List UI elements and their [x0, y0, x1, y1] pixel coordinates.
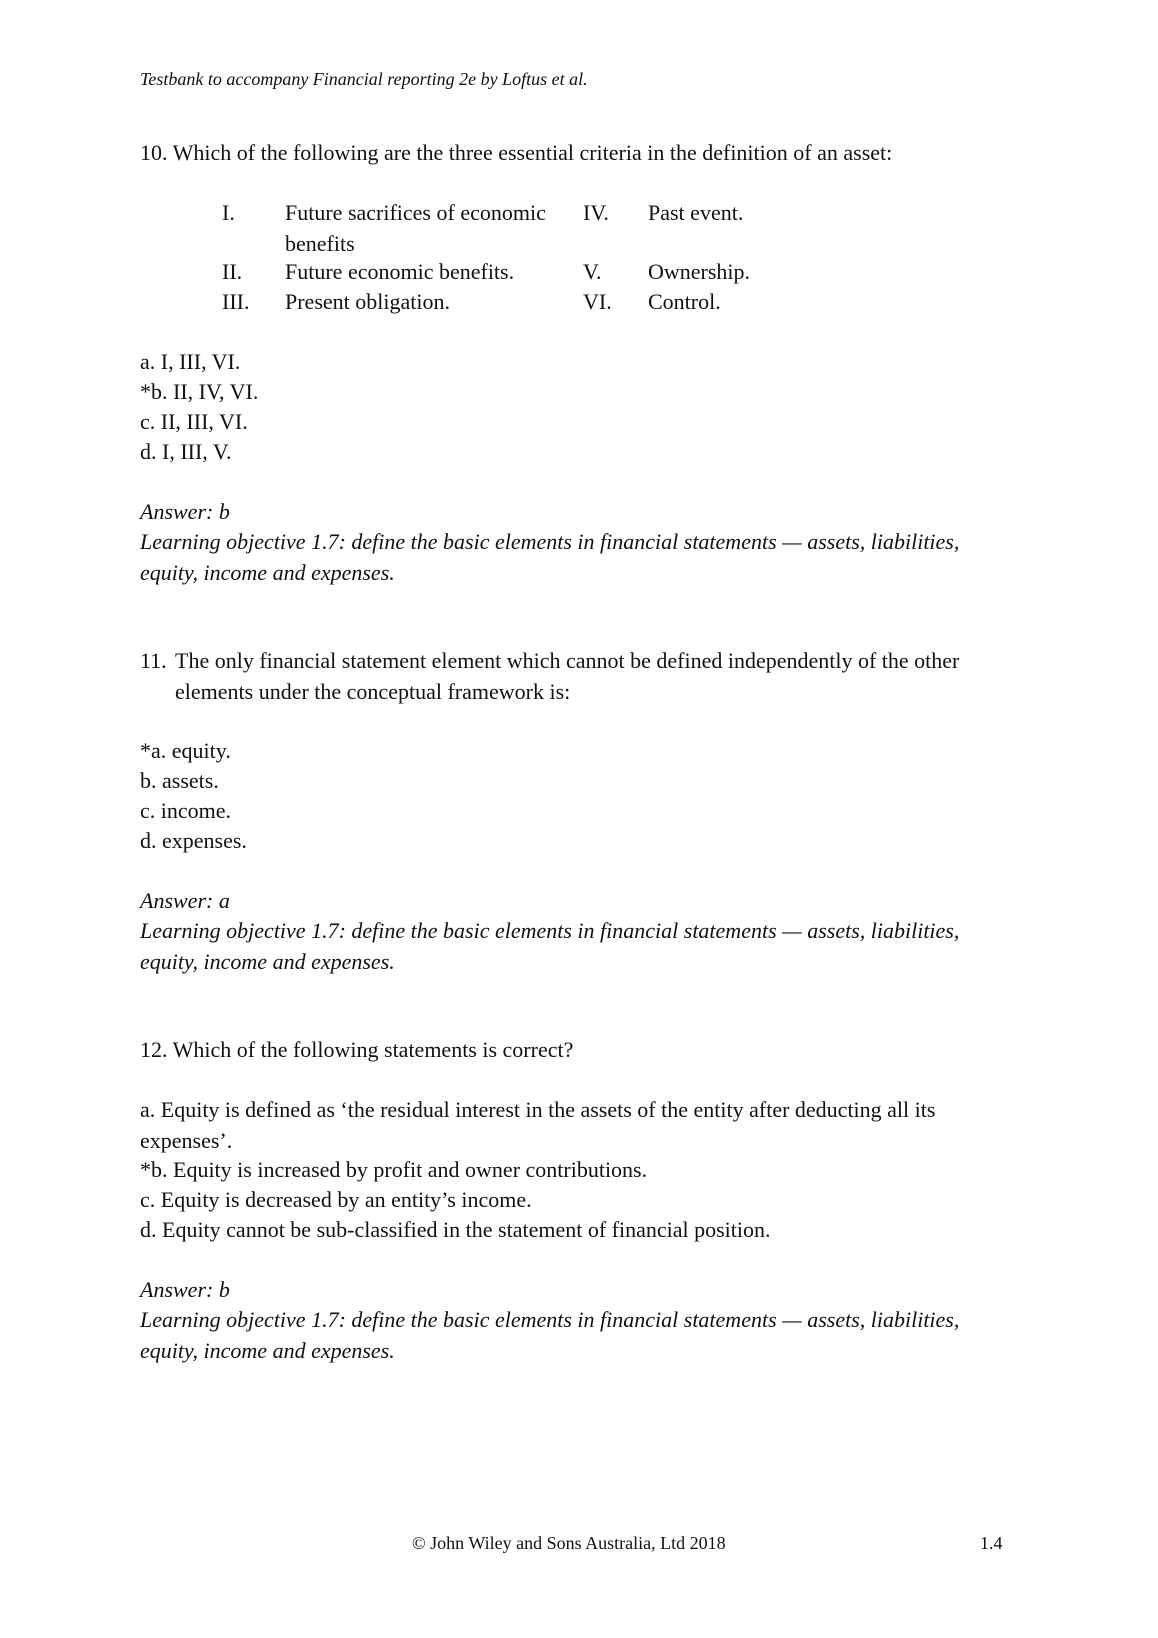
running-header: Testbank to accompany Financial reporting 2e by Loftus et al.: [140, 69, 588, 89]
answer-option: *b. Equity is increased by profit and owner contributions.: [140, 1157, 648, 1182]
criterion-text: Control.: [648, 289, 721, 314]
answer-option: *b. II, IV, VI.: [140, 379, 259, 404]
footer-copyright: © John Wiley and Sons Australia, Ltd 2018: [412, 1533, 726, 1553]
answer-key: Answer: b: [140, 1277, 230, 1302]
answer-option: c. income.: [140, 798, 232, 823]
question-text: The only financial statement element which cannot be defined independently of the other elements under the conceptual framework is:: [175, 648, 960, 704]
criterion-text: Ownership.: [648, 259, 751, 284]
learning-objective: Learning objective 1.7: define the basic elements in financial statements — assets, liabilities, equity, income and expenses.: [140, 529, 960, 585]
question-text: Which of the following statements is correct?: [172, 1037, 574, 1062]
criterion-text: Future economic benefits.: [285, 259, 515, 284]
criterion-text: Present obligation.: [285, 289, 450, 314]
criterion-number: III.: [222, 289, 250, 314]
answer-key: Answer: b: [140, 499, 230, 524]
answer-option: d. expenses.: [140, 828, 247, 853]
answer-option: *a. equity.: [140, 738, 231, 763]
question-12: [140, 1034, 573, 1065]
question-number: 11.: [140, 648, 167, 673]
criterion-text: Future sacrifices of economic benefits: [285, 200, 546, 256]
learning-objective: Learning objective 1.7: define the basic elements in financial statements — assets, liabilities, equity, income and expenses.: [140, 1307, 960, 1363]
question-10: [140, 137, 892, 168]
learning-objective: Learning objective 1.7: define the basic elements in financial statements — assets, liabilities, equity, income and expenses.: [140, 918, 960, 974]
question-text: Which of the following are the three essential criteria in the definition of an asset:: [172, 140, 893, 165]
criterion-number: II.: [222, 259, 243, 284]
answer-option: d. Equity cannot be sub-classified in the statement of financial position.: [140, 1217, 771, 1242]
answer-option: c. II, III, VI.: [140, 409, 248, 434]
page-number: 1.4: [980, 1533, 1003, 1553]
criterion-number: V.: [583, 259, 602, 284]
answer-option: a. I, III, VI.: [140, 349, 241, 374]
criterion-text: Past event.: [648, 200, 744, 225]
question-number: 12.: [140, 1037, 168, 1062]
answer-option: d. I, III, V.: [140, 439, 232, 464]
criterion-number: I.: [222, 200, 235, 225]
answer-option: b. assets.: [140, 768, 219, 793]
question-number: 10.: [140, 140, 168, 165]
answer-option: a. Equity is defined as ‘the residual interest in the assets of the entity after deducting all its expenses’.: [140, 1097, 936, 1153]
criterion-number: VI.: [583, 289, 612, 314]
criterion-number: IV.: [583, 200, 609, 225]
answer-key: Answer: a: [140, 888, 230, 913]
answer-option: c. Equity is decreased by an entity’s income.: [140, 1187, 532, 1212]
